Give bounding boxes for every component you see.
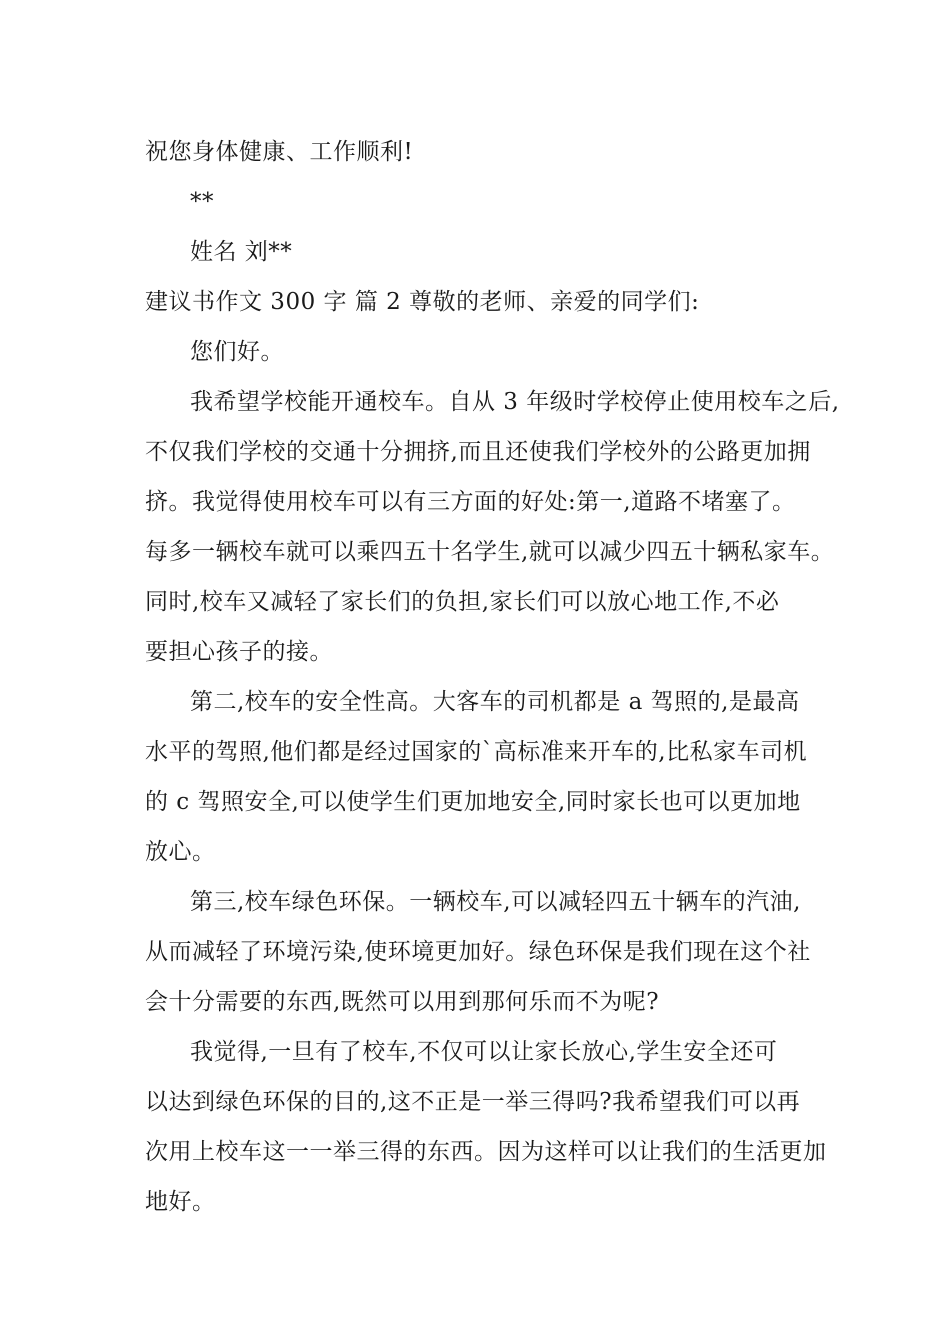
paragraph-line: 我希望学校能开通校车。自从 3 年级时学校停止使用校车之后, <box>190 389 840 415</box>
paragraph-line: 会十分需要的东西,既然可以用到那何乐而不为呢? <box>145 989 660 1015</box>
paragraph-line: 不仅我们学校的交通十分拥挤,而且还使我们学校外的公路更加拥 <box>145 439 811 465</box>
paragraph-line: 从而减轻了环境污染,使环境更加好。绿色环保是我们现在这个社 <box>145 939 811 965</box>
paragraph-line: 放心。 <box>145 839 216 865</box>
paragraph-line: 要担心孩子的接。 <box>145 639 333 665</box>
signature-org: ** <box>190 189 214 215</box>
paragraph-line: 我觉得,一旦有了校车,不仅可以让家长放心,学生安全还可 <box>190 1039 778 1065</box>
paragraph-line: 同时,校车又减轻了家长们的负担,家长们可以放心地工作,不必 <box>145 589 780 615</box>
paragraph-line: 第二,校车的安全性高。大客车的司机都是 a 驾照的,是最高 <box>190 689 800 715</box>
section-heading: 建议书作文 300 字 篇 2 尊敬的老师、亲爱的同学们: <box>145 289 700 315</box>
paragraph-line: 地好。 <box>145 1189 216 1215</box>
greeting: 您们好。 <box>190 339 284 365</box>
signature-name: 姓名 刘** <box>190 239 293 265</box>
paragraph-line: 以达到绿色环保的目的,这不正是一举三得吗?我希望我们可以再 <box>145 1089 801 1115</box>
paragraph-line: 第三,校车绿色环保。一辆校车,可以减轻四五十辆车的汽油, <box>190 889 801 915</box>
paragraph-line: 每多一辆校车就可以乘四五十名学生,就可以减少四五十辆私家车。 <box>145 539 835 565</box>
paragraph-line: 的 c 驾照安全,可以使学生们更加地安全,同时家长也可以更加地 <box>145 789 801 815</box>
paragraph-line: 次用上校车这一一举三得的东西。因为这样可以让我们的生活更加 <box>145 1139 827 1165</box>
closing-wish: 祝您身体健康、工作顺利! <box>145 139 414 165</box>
paragraph-line: 挤。我觉得使用校车可以有三方面的好处:第一,道路不堵塞了。 <box>145 489 796 515</box>
paragraph-line: 水平的驾照,他们都是经过国家的`高标准来开车的,比私家车司机 <box>145 739 808 765</box>
